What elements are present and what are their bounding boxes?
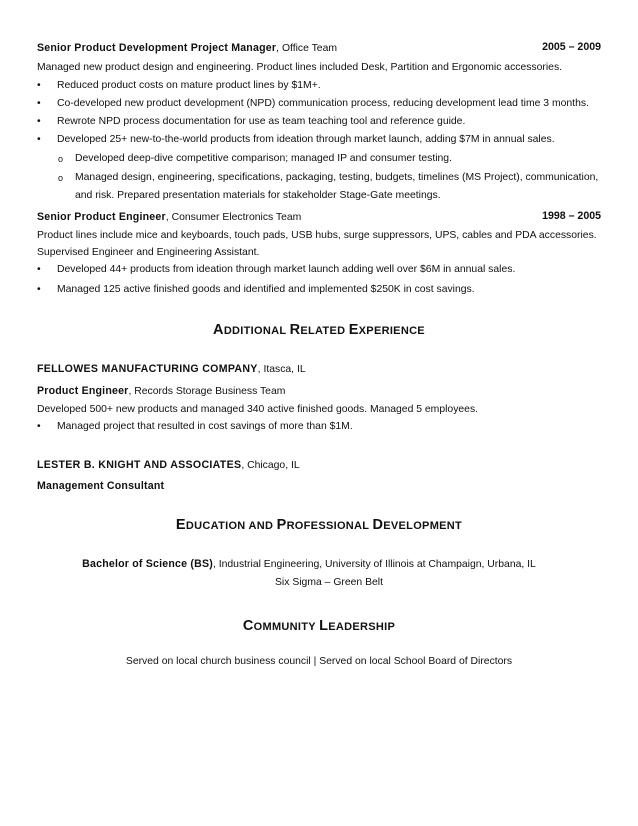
sub-bullet-marker: o	[58, 173, 64, 183]
community-line: Served on local church business council | Served on local School Board of Directors	[125, 656, 513, 667]
job2-summary-2: Supervised Engineer and Engineering Assistant.	[37, 247, 260, 258]
education-cert: Six Sigma – Green Belt	[275, 577, 383, 588]
job1-bullet-3: Rewrote NPD process documentation for use as team teaching tool and reference guide.	[57, 116, 466, 127]
fellowes-summary: Developed 500+ new products and managed 340 active finished goods. Managed 5 employees.	[37, 404, 479, 415]
bullet-marker: •	[37, 98, 41, 109]
job1-bullet-1: Reduced product costs on mature product lines by $1M+.	[57, 80, 321, 91]
job1-subbullet-1: Developed deep-dive competitive comparison; managed IP and consumer testing.	[75, 153, 452, 164]
fellowes-title: Product Engineer	[37, 385, 129, 397]
job1-subbullet-2-cont: and risk. Prepared presentation materials for stakeholder Stage-Gate meetings.	[75, 190, 441, 201]
knight-title: Management Consultant	[37, 480, 165, 492]
bullet-marker: •	[37, 134, 41, 145]
knight-role	[37, 479, 601, 494]
bullet-marker: •	[37, 80, 41, 91]
sub-bullet-marker: o	[58, 154, 64, 164]
knight-header	[37, 458, 601, 473]
fellowes-location: , Itasca, IL	[257, 364, 306, 375]
job1-header	[37, 41, 601, 56]
job2-bullet-1: Developed 44+ products from ideation through market launch adding well over $6M in annual sales.	[57, 264, 516, 275]
job1-bullet-2: Co-developed new product development (NPD) communication process, reducing development lead time 3 months.	[57, 98, 589, 109]
fellowes-header	[37, 362, 601, 377]
job1-bullet-4: Developed 25+ new-to-the-world products from ideation through market launch, adding $7M in annual sales.	[57, 134, 555, 145]
fellowes-role	[37, 384, 601, 399]
knight-company: LESTER B. KNIGHT AND ASSOCIATES	[37, 459, 242, 471]
section-heading-education: EDUCATION AND PROFESSIONAL DEVELOPMENT	[175, 517, 463, 533]
job2-summary-1: Product lines include mice and keyboards, touch pads, USB hubs, surge suppressors, UPS, cables and PDA accessories.	[37, 230, 597, 241]
education-detail: , Industrial Engineering, University of Illinois at Champaign, Urbana, IL	[212, 559, 536, 570]
bullet-marker: •	[37, 421, 41, 432]
education-degree-line	[0, 558, 628, 570]
job1-summary: Managed new product design and engineering. Product lines included Desk, Partition and Ergonomic accessories.	[37, 62, 563, 73]
job2-team: , Consumer Electronics Team	[165, 212, 302, 223]
job2-header	[37, 210, 601, 225]
education-degree: Bachelor of Science (BS)	[82, 558, 213, 570]
section-heading-community: COMMUNITY LEADERSHIP	[242, 618, 396, 634]
section-heading-additional-experience: ADDITIONAL RELATED EXPERIENCE	[213, 322, 425, 338]
knight-location: , Chicago, IL	[241, 460, 300, 471]
job1-title: Senior Product Development Project Manager	[37, 42, 277, 54]
bullet-marker: •	[37, 116, 41, 127]
job1-subbullet-2: Managed design, engineering, specifications, packaging, testing, budgets, timelines (MS Project), communication,	[75, 172, 599, 183]
job1-dates: 2005 – 2009	[542, 41, 601, 53]
fellowes-company: FELLOWES MANUFACTURING COMPANY	[37, 363, 258, 375]
bullet-marker: •	[37, 284, 41, 295]
bullet-marker: •	[37, 264, 41, 275]
fellowes-bullet-1: Managed project that resulted in cost savings of more than $1M.	[57, 421, 353, 432]
job1-team: , Office Team	[276, 43, 338, 54]
fellowes-team: , Records Storage Business Team	[128, 386, 286, 397]
job2-title: Senior Product Engineer	[37, 211, 166, 223]
job2-dates: 1998 – 2005	[542, 210, 601, 222]
job2-bullet-2: Managed 125 active finished goods and identified and implemented $250K in cost savings.	[57, 284, 475, 295]
